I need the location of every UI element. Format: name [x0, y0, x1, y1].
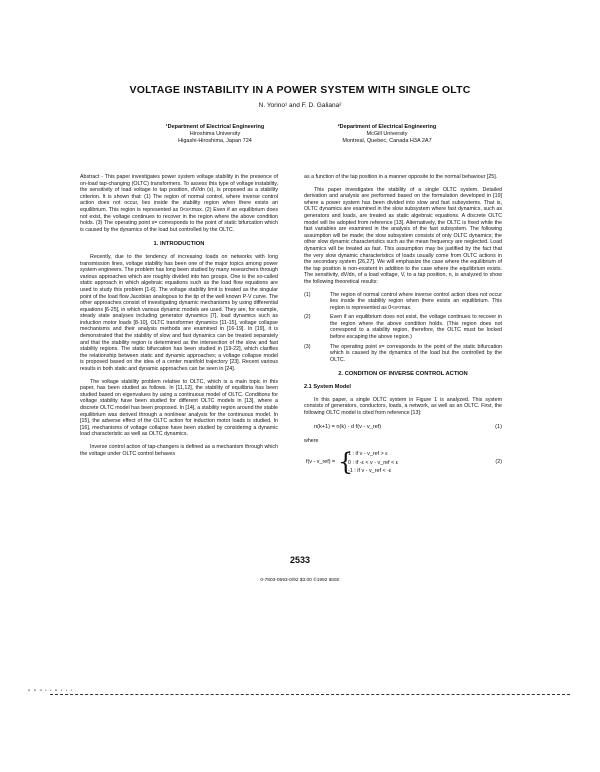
- where-label: where: [304, 438, 319, 445]
- abstract: Abstract - This paper investigates power system voltage stability in the presence of on-load tap-changing (OLTC) transformers. To assess this type of voltage instability, the sensitivity of load voltage to tap position, dV/dn (s), is proposed as a stability criterion. It is shown that: (1) The region of normal control, where inverse control action does not occur, lies inside the stability region when there exists an equilibrium. This region is represented as 0<s<max. (2) Even if an equilibrium does not exist, the voltage continues to recover in the region where the above condition holds. (3) The operating point s= corresponds to the point of static bifurcation which is caused by the dynamics of the load but controlled by the OLTC.: [80, 174, 278, 233]
- author-list: N. Yorino¹ and F. D. Galiana²: [258, 102, 342, 109]
- list-item: [304, 292, 502, 312]
- affiliation-dept: ²Department of Electrical Engineering: [337, 124, 437, 130]
- intro-paragraph-2: The voltage stability problem relative to OLTC, which is a main topic in this paper, has been studied as follows. In [11,12], the stability of equilibria has been studied based on eigenvalues by using a continuous model of OLTC. Conditions for voltage stability have been studied for different OLTC models in [13], where a discrete OLTC model has been proposed. In [14], a stability region around the stable equilibrium was derived through a nonlinear analysis for the continuous model. In [15], the adverse effect of the OLTC action for induction motor loads is studied. In [16], mechanisms of voltage collapse have been studied by considering a dynamic load characteristic as well as OLTC dynamics.: [80, 378, 278, 438]
- right-column: [304, 174, 502, 483]
- equation-number: (1): [495, 424, 502, 431]
- equation-lhs: f(v - v_ref) =: [306, 459, 336, 465]
- equation-cases: [348, 450, 398, 476]
- list-item-text: The region of normal control where inverse control action does not occur lies inside the stability region when there exists an equilibrium. This region is represented as 0<s<max.: [330, 291, 502, 311]
- affiliation-2: [292, 124, 482, 145]
- equation-case: 0 : if -ε < v - v_ref < ε: [348, 459, 399, 466]
- affiliation-address: Higashi-Hiroshima, Japan 724: [178, 138, 252, 144]
- list-item-number: (2): [304, 314, 311, 321]
- equation-1: [304, 422, 502, 434]
- affiliation-institution: McGill University: [366, 131, 408, 137]
- section-heading-condition: 2. CONDITION OF INVERSE CONTROL ACTION: [338, 371, 468, 378]
- scan-artifact-marks: " " " ' ' " ' ' ': [28, 690, 73, 696]
- list-item: [304, 344, 502, 364]
- list-item-text: Even if an equilibrium does not exist, the voltage continues to recover in the region where the above condition holds. (This region does not correspond to a stability region, therefore, the OLTC must be locked before escaping the above region.): [330, 314, 502, 341]
- section-heading-introduction: 1. INTRODUCTION: [153, 241, 205, 248]
- continued-paragraph: as a function of the tap position in a manner opposite to the normal behaviour [25].: [304, 174, 498, 180]
- model-paragraph: In this paper, a single OLTC system in Figure 1 is analyzed. This system consists of generators, conductors, loads, a network, as well as an OLTC. First, the following OLTC model is cited from reference [13]:: [304, 396, 502, 416]
- equation-number: (2): [495, 459, 502, 465]
- affiliation-1: [120, 124, 310, 145]
- subsection-heading: 2.1 System Model: [304, 384, 351, 391]
- body-paragraph: This paper investigates the stability of a single OLTC system. Detailed derivation and analysis are performed based on the formulation developed in [19] where a power system has been divided into slow and fast subsystems. That is, OLTC dynamics are examined in the slow subsystem where fast dynamics, such as generators and loads, are treated as static algebraic equations. A discrete OLTC model will be adopted from reference [13]. Alternatively, the OLTC is fixed while the fast variables are examined in the analysis of the fast subsystem. The following assumption will be made; the slow subsystem consists of only OLTC dynamics; the other slow dynamic characteristics such as the mean frequency are neglected. Load dynamics will be treated as fast. This assumption may be justified by the fact that the very slow dynamic characteristics of loads usually come from OLTC actions in the secondary system [26,27]. We will emphasize the case where the equilibrium of the tap position is non-existent in addition to the case where the equilibrium exists. The sensitivity, dV/dn, of a load voltage, V, to a tap position, n, is analyzed to show the following theoretical results:: [304, 186, 502, 285]
- isbn-line: 0-7803-0593-0/92 $3.00 ©1992 IEEE: [260, 578, 340, 583]
- equation-2: [304, 447, 502, 477]
- page-number: 2533: [289, 555, 311, 565]
- brace-icon: {: [338, 448, 354, 476]
- list-item-number: (3): [304, 343, 311, 350]
- list-item: [304, 314, 502, 340]
- scan-artifact-rule: [50, 694, 570, 695]
- intro-paragraph-1: Recently, due to the tendency of increasing loads on networks with long transmission lines, voltage stability has been one of the major topics among power system engineers. The problem has long been studied by many researchers through various approaches which are roughly divided into two groups. One is the so-called static approach in which algebraic equations such as the load flow equations are used to study this problem [1-6]. The voltage stability limit is treated as the singular point of the load flow Jacobian analogous to the tip of the well known P-V curve. The other approaches consist of investigating dynamic mechanisms by using differential equations [6-25], in which various dynamic models are used. They are, for example, steady state analyses including generator dynamics [7], load dynamics such as induction motor loads [8-10], OLTC transformer dynamics [11-15], voltage collapse mechanisms and their analysis methods are examined in [16-19]. In [19], it is demonstrated that the stability of slow and fast dynamics can be treated separately and that the stability region is determined as the intersection of the slow and fast stability regions. The static bifurcation has been studied in [19-22], which clarifies the relationship between static and dynamic approaches; a voltage collapse model is proposed based on the idea of a center manifold trajectory [23]. Recent various results in both static and dynamic approaches can be seen in [24].: [80, 253, 278, 373]
- equation-case: -1 : if v - v_ref < -ε: [348, 468, 392, 474]
- paper-title: VOLTAGE INSTABILITY IN A POWER SYSTEM WITH SINGLE OLTC: [129, 84, 471, 96]
- affiliation-dept: ¹Department of Electrical Engineering: [165, 124, 265, 130]
- results-list: [304, 292, 502, 364]
- list-item-number: (1): [304, 291, 311, 298]
- equation-case: 1 : if v - v_ref > ε: [348, 451, 388, 457]
- equation-body: n(k+1) = n(k) - d f(v - v_ref): [314, 424, 382, 431]
- affiliation-address: Montreal, Quebec, Canada H3A 2A7: [342, 138, 432, 144]
- left-column: [80, 174, 278, 463]
- affiliation-institution: Hiroshima University: [189, 131, 241, 137]
- list-item-text: The operating point s= corresponds to the point of the static bifurcation which is caused by the dynamics of the load but the controlled by the OLTC.: [330, 343, 502, 363]
- intro-paragraph-3: Inverse control action of tap-changers is defined as a mechanism through which the voltage under OLTC control behaves: [80, 443, 278, 457]
